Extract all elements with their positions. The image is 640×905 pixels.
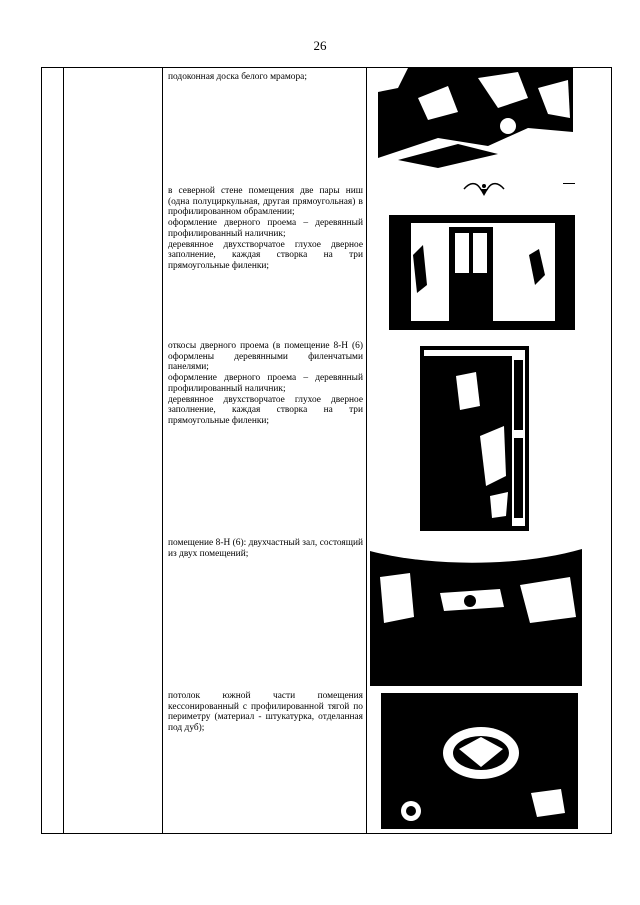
entry-line: подоконная доска белого мрамора;: [168, 72, 307, 82]
entry-line: оформление дверного проема – деревянный профилированный наличник;: [168, 373, 363, 394]
entry-window-sill: [168, 72, 363, 83]
column-divider-3: [366, 68, 367, 833]
entry-line: помещение 8-Н (6): двухчастный зал, состоящий из двух помещений;: [168, 538, 363, 559]
entry-line: деревянное двухстворчатое глухое дверное заполнение, каждая створка на три прямоугольные филенки;: [168, 394, 363, 426]
entry-line: оформление дверного проема – деревянный профилированный наличник;: [168, 218, 363, 239]
photo-door-opening-panels: [420, 346, 529, 531]
entry-line: в северной стене помещения две пары ниш (одна полуциркульная, другая прямоугольная) в профилированном обрамлении;: [168, 186, 363, 218]
dash-mark: [563, 183, 575, 184]
entry-hall: [168, 538, 363, 559]
ornament-icon: [462, 180, 506, 198]
entry-ceiling: [168, 691, 363, 734]
entry-line: деревянное двухстворчатое глухое дверное заполнение, каждая створка на три прямоугольные филенки;: [168, 239, 363, 271]
photo-coffered-ceiling: [381, 693, 578, 829]
column-divider-2: [162, 68, 163, 833]
page-number: 26: [313, 38, 327, 53]
photo-window-sill-marble: [378, 68, 573, 176]
entry-north-wall: [168, 186, 363, 272]
column-divider-1: [63, 68, 64, 833]
entry-line: потолок южной части помещения кессонированный с профилированной тягой по периметру (материал - штукатурка, отделанная под дуб);: [168, 691, 363, 734]
photo-north-wall-niches-door: [389, 215, 575, 330]
entry-door-opening: [168, 341, 363, 427]
photo-two-part-hall: [370, 537, 582, 686]
entry-line: откосы дверного проема (в помещение 8-Н (6) оформлены деревянными филенчатыми панелями;: [168, 341, 363, 373]
